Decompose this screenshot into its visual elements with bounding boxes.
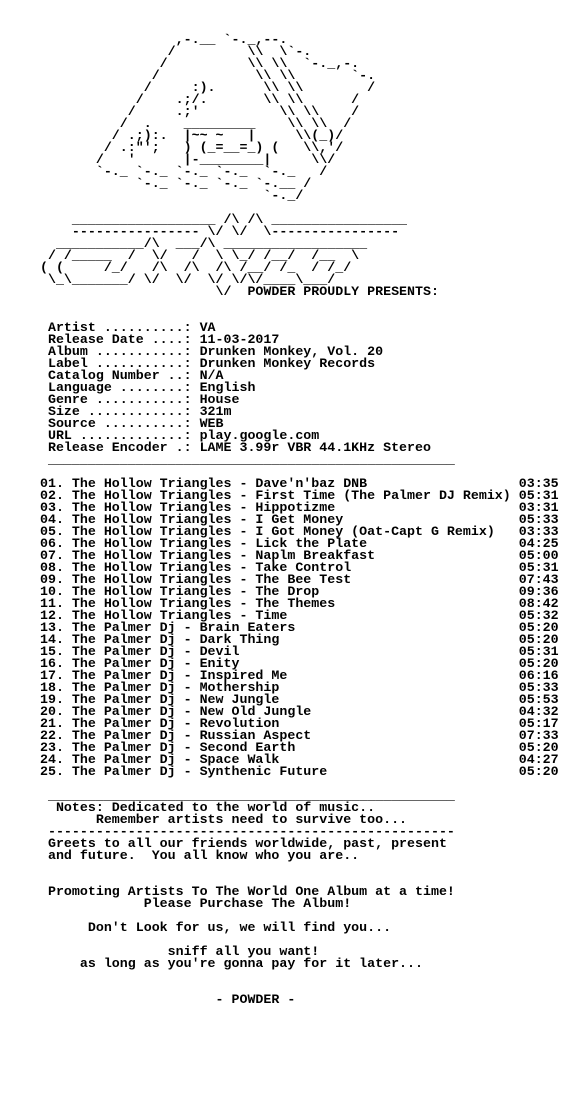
- nfo-line: \_\_______/ \/ \/ \/ \/\/____\___/: [32, 272, 336, 287]
- nfo-line: / .;):. |~~ ~ | \\(_)/: [32, 128, 344, 143]
- nfo-line: Size ............: 321m: [32, 404, 232, 419]
- nfo-line: 21. The Palmer Dj - Revolution 05:17: [32, 716, 559, 731]
- nfo-line: 20. The Palmer Dj - New Old Jungle 04:32: [32, 704, 559, 719]
- nfo-line: 08. The Hollow Triangles - Take Control 05:31: [32, 560, 559, 575]
- nfo-line: Release Encoder .: LAME 3.99r VBR 44.1KHz Stereo: [32, 440, 431, 455]
- nfo-line: ,-.__ `-._,--.: [32, 32, 288, 47]
- nfo-line: `-._ `-._ `-._ `-.__ /: [32, 176, 312, 191]
- nfo-line: Source ..........: WEB: [32, 416, 224, 431]
- nfo-line: 02. The Hollow Triangles - First Time (The Palmer DJ Remix) 05:31: [32, 488, 559, 503]
- nfo-line: ---------------------------------------------------: [32, 824, 455, 839]
- nfo-line: ( ( /_/ /\ /\ /\ /__/ /_ / /_/: [32, 260, 352, 275]
- nfo-line: 17. The Palmer Dj - Inspired Me 06:16: [32, 668, 559, 683]
- nfo-line: Don't Look for us, we will find you...: [32, 920, 392, 935]
- nfo-line: __________________ /\ /\ _________________: [32, 212, 408, 227]
- nfo-line: as long as you're gonna pay for it later...: [32, 956, 423, 971]
- nfo-line: / \\ \\ `-._,-.: [32, 56, 360, 71]
- nfo-line: / .:"'; ) (_=__=_) ( \\,'/: [32, 140, 344, 155]
- nfo-line: / \\ \`-.: [32, 44, 312, 59]
- nfo-line: 11. The Hollow Triangles - The Themes 08:42: [32, 596, 559, 611]
- nfo-line: \/ POWDER PROUDLY PRESENTS:: [32, 284, 439, 299]
- nfo-line: [32, 298, 568, 310]
- nfo-line: Greets to all our friends worldwide, past, present: [32, 836, 447, 851]
- nfo-line: 06. The Hollow Triangles - Lick the Plate 04:25: [32, 536, 559, 551]
- nfo-line: 22. The Palmer Dj - Russian Aspect 07:33: [32, 728, 559, 743]
- nfo-line: Please Purchase The Album!: [32, 896, 352, 911]
- nfo-line: / \\ \\ `-.: [32, 68, 376, 83]
- nfo-line: and future. You all know who you are..: [32, 848, 360, 863]
- nfo-line: `-._/: [32, 188, 304, 203]
- nfo-line: 01. The Hollow Triangles - Dave'n'baz DNB 03:35: [32, 476, 559, 491]
- nfo-line: Genre ...........: House: [32, 392, 240, 407]
- nfo-line: ___________________________________________________: [32, 452, 455, 467]
- nfo-line: 23. The Palmer Dj - Second Earth 05:20: [32, 740, 559, 755]
- nfo-line: sniff all you want!: [32, 944, 320, 959]
- nfo-line: 12. The Hollow Triangles - Time 05:32: [32, 608, 559, 623]
- nfo-line: 18. The Palmer Dj - Mothership 05:33: [32, 680, 559, 695]
- nfo-line: 05. The Hollow Triangles - I Got Money (Oat-Capt G Remix) 03:33: [32, 524, 559, 539]
- nfo-line: 10. The Hollow Triangles - The Drop 09:36: [32, 584, 559, 599]
- nfo-line: `-._ `-._ `-._ `-._ `-._ /: [32, 164, 328, 179]
- nfo-line: / . _________ \\ \\ /: [32, 116, 352, 131]
- nfo-line: 04. The Hollow Triangles - I Get Money 05:33: [32, 512, 559, 527]
- nfo-line: 19. The Palmer Dj - New Jungle 05:53: [32, 692, 559, 707]
- nfo-line: 07. The Hollow Triangles - Naplm Breakfast 05:00: [32, 548, 559, 563]
- nfo-line: URL .............: play.google.com: [32, 428, 320, 443]
- nfo-line: [32, 970, 568, 982]
- nfo-line: 15. The Palmer Dj - Devil 05:31: [32, 644, 559, 659]
- nfo-line: 13. The Palmer Dj - Brain Eaters 05:20: [32, 620, 559, 635]
- nfo-line: Remember artists need to survive too...: [32, 812, 408, 827]
- nfo-line: Catalog Number ..: N/A: [32, 368, 224, 383]
- nfo-line: - POWDER -: [32, 992, 296, 1007]
- nfo-line: Notes: Dedicated to the world of music..: [32, 800, 376, 815]
- nfo-line: ___________________________________________________: [32, 788, 455, 803]
- nfo-line: 09. The Hollow Triangles - The Bee Test 07:43: [32, 572, 559, 587]
- nfo-line: Promoting Artists To The World One Album at a time!: [32, 884, 455, 899]
- nfo-line: 25. The Palmer Dj - Synthenic Future 05:20: [32, 764, 559, 779]
- nfo-line: Release Date ....: 11-03-2017: [32, 332, 280, 347]
- nfo-line: ___________/\ ___/\ __________________: [32, 236, 368, 251]
- nfo-line: / /_____ / \/ / \ \_/ /__/ /__ \: [32, 248, 360, 263]
- nfo-line: / :). \\ \\ /: [32, 80, 376, 95]
- nfo-line: 24. The Palmer Dj - Space Walk 04:27: [32, 752, 559, 767]
- nfo-line: Label ...........: Drunken Monkey Records: [32, 356, 376, 371]
- nfo-line: 14. The Palmer Dj - Dark Thing 05:20: [32, 632, 559, 647]
- nfo-line: 16. The Palmer Dj - Enity 05:20: [32, 656, 559, 671]
- nfo-line: Artist ..........: VA: [32, 320, 216, 335]
- nfo-line: / .;/. \\ \\ /: [32, 92, 360, 107]
- nfo-line: ---------------- \/ \/ \----------------: [32, 224, 400, 239]
- nfo-line: 03. The Hollow Triangles - Hippotizme 03:31: [32, 500, 559, 515]
- nfo-line: [32, 862, 568, 874]
- nfo-line: / ' |-________| \\/: [32, 152, 336, 167]
- nfo-line: / .;' \\ \\ /: [32, 104, 360, 119]
- nfo-line: Language ........: English: [32, 380, 256, 395]
- nfo-line: Album ...........: Drunken Monkey, Vol. 20: [32, 344, 384, 359]
